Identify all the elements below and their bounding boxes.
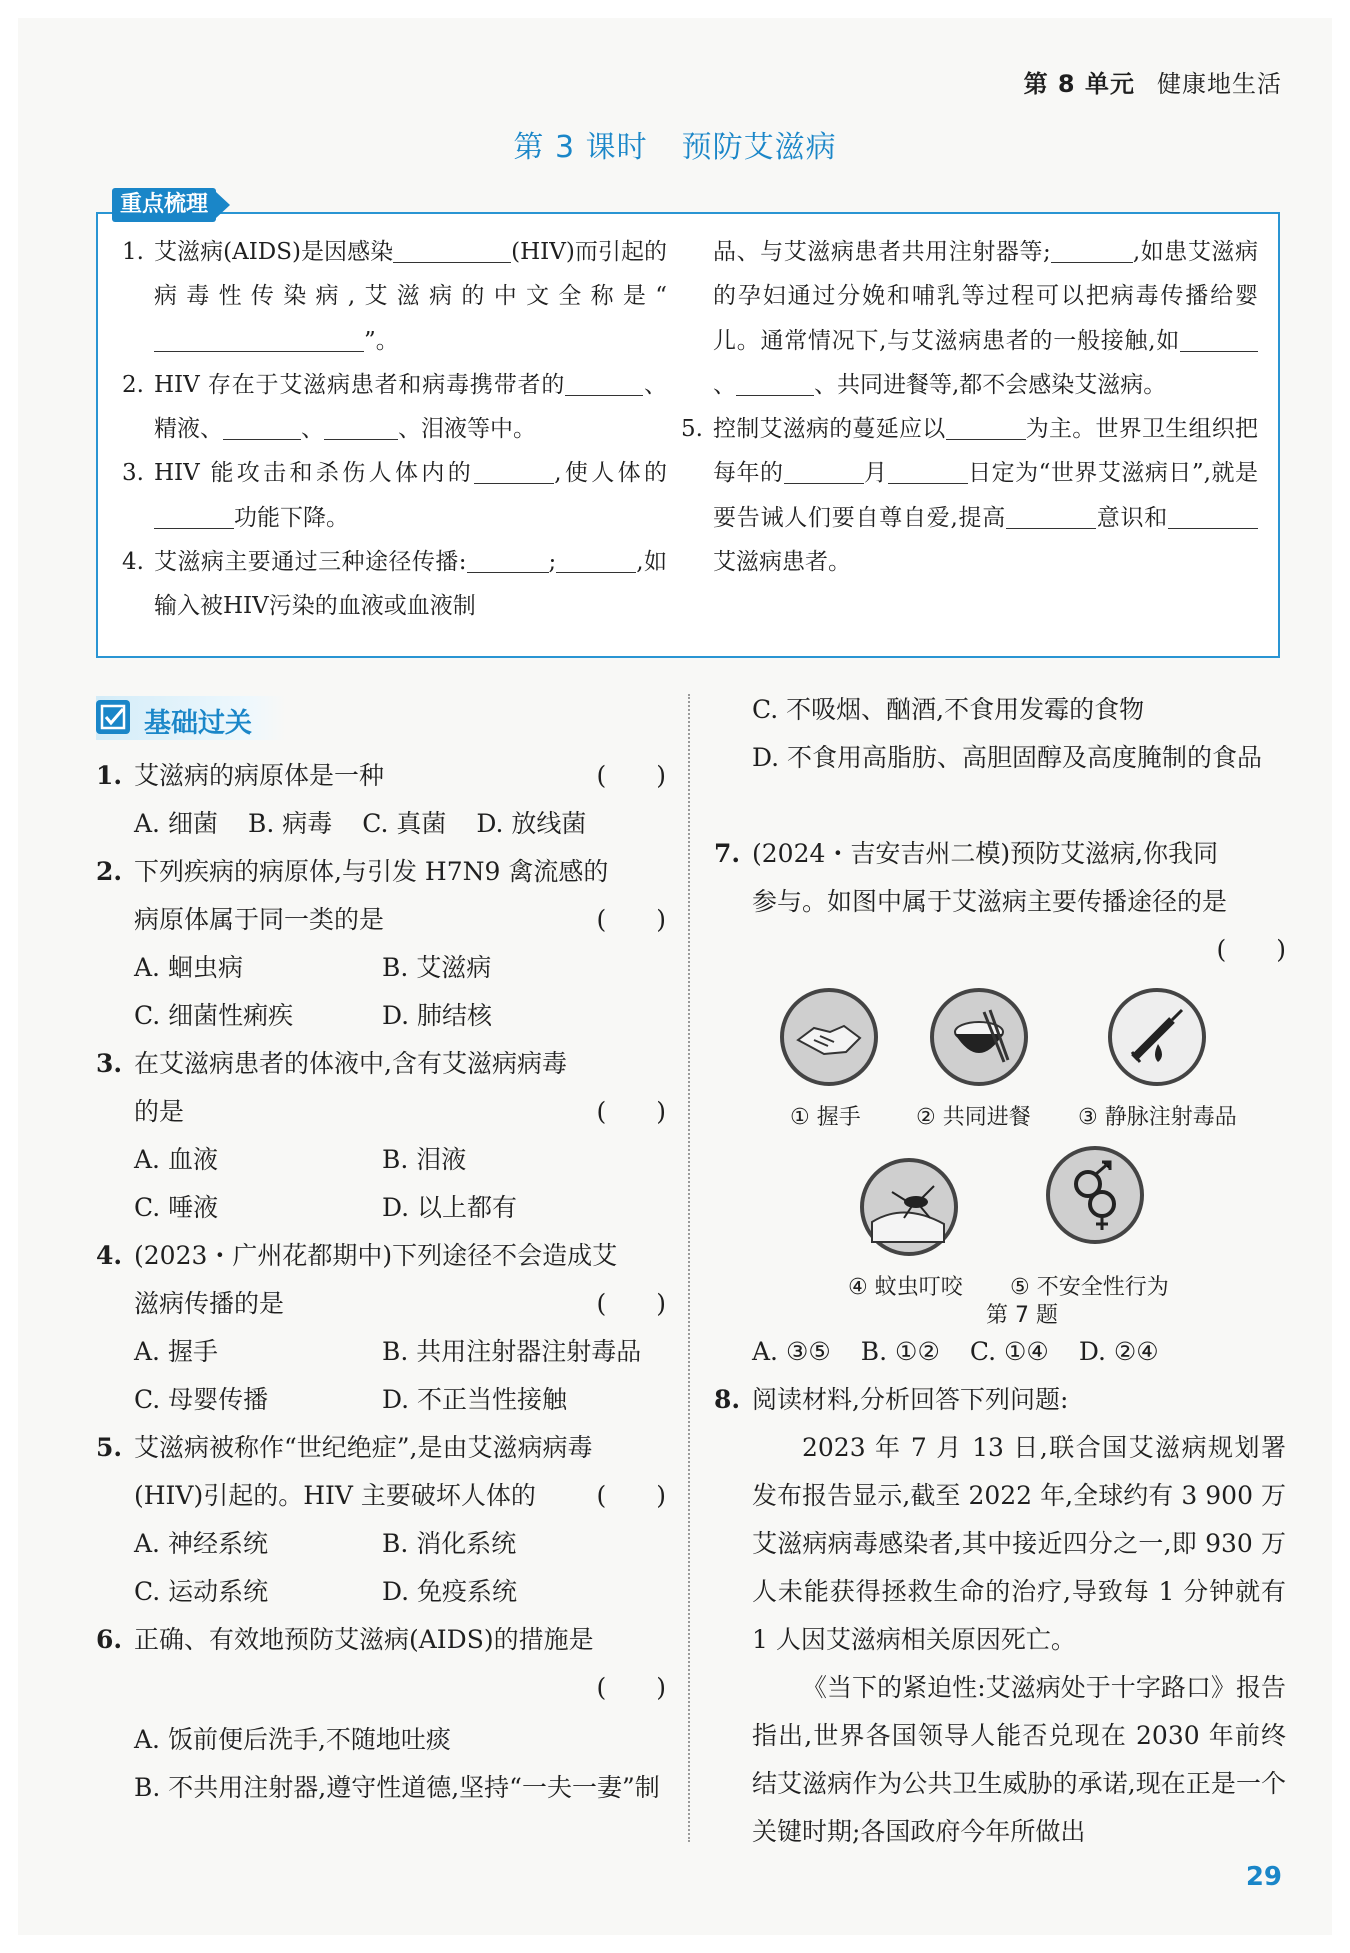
question-stem: (2023・广州花都期中)下列途径不会造成艾 (134, 1241, 618, 1270)
fill-blank[interactable] (784, 459, 864, 484)
option-c[interactable]: C. 运动系统 (134, 1577, 269, 1606)
fill-blank[interactable] (946, 415, 1026, 440)
option-d[interactable]: D. 免疫系统 (382, 1577, 518, 1606)
figure-caption-3: ③ 静脉注射毒品 (1078, 1105, 1237, 1130)
answer-paren[interactable]: ( ) (596, 761, 666, 790)
answer-paren[interactable]: ( ) (596, 1289, 666, 1318)
answer-paren[interactable]: ( ) (596, 1481, 666, 1510)
option-b[interactable]: B. 艾滋病 (382, 953, 492, 982)
key-point-5: 5. 控制艾滋病的蔓延应以 为主。世界卫生组织把每年的 月 日定为“世界艾滋病日”,就是要告诫人们要自尊自爱,提高 意识和艾滋病患者。 (681, 416, 1259, 576)
key-point-2: 2. HIV 存在于艾滋病患者和病毒携带者的 、精液、 、 、泪液等中。 (122, 371, 667, 443)
option-a[interactable]: A. 蛔虫病 (134, 953, 243, 982)
answer-paren[interactable]: ( ) (596, 905, 666, 934)
lesson-name: 预防艾滋病 (681, 130, 837, 165)
question-stem: 在艾滋病患者的体液中,含有艾滋病病毒 (134, 1049, 567, 1078)
option-a[interactable]: A. 细菌 (134, 809, 218, 838)
option-c[interactable]: C. 唾液 (134, 1193, 219, 1222)
figure-title: 第 7 题 (986, 1303, 1058, 1328)
question-stem: 正确、有效地预防艾滋病(AIDS)的措施是 (134, 1625, 594, 1654)
option-a[interactable]: A. 神经系统 (134, 1529, 268, 1558)
option-c[interactable]: C. 不吸烟、酗酒,不食用发霉的食物 (752, 695, 1145, 724)
key-point-3: 3. HIV 能攻击和杀伤人体内的 ,使人体的功能下降。 (122, 460, 667, 531)
key-point-4-continued: 品、与艾滋病患者共用注射器等; ,如患艾滋病的孕妇通过分娩和哺乳等过程可以把病毒传播给婴儿。通常情况下,与艾滋病患者的一般接触,如、 、共同进餐等,都不会感染艾滋病。 (713, 239, 1259, 398)
unit-number: 第 8 单元 (1023, 70, 1135, 98)
syringe-icon (1108, 988, 1206, 1086)
fill-blank[interactable] (1180, 327, 1258, 352)
figure-caption-4: ④ 蚊虫叮咬 (848, 1275, 963, 1300)
option-b[interactable]: B. 共用注射器注射毒品 (382, 1337, 642, 1366)
reading-paragraph-1: 2023 年 7 月 13 日,联合国艾滋病规划署发布报告显示,截至 2022 年,全球约有 3 900 万艾滋病病毒感染者,其中接近四分之一,即 930 万人未能获得拯救生命的治疗,导致每 1 分钟就有 1 人因艾滋病相关原因死亡。 (752, 1433, 1286, 1654)
question-stem: 下列疾病的病原体,与引发 H7N9 禽流感的 (134, 857, 609, 886)
unit-title: 健康地生活 (1157, 70, 1282, 98)
key-point-1: 1. 艾滋病(AIDS)是因感染 (HIV)而引起的病毒性传染病,艾滋病的中文全称是“”。 (122, 239, 667, 354)
lesson-number: 第 3 课时 (513, 130, 648, 165)
fill-blank[interactable] (223, 415, 301, 440)
handshake-icon (780, 988, 878, 1086)
option-d[interactable]: D. 放线菌 (476, 809, 587, 838)
basic-section-label: 基础过关 (144, 708, 252, 739)
question-5: 5. 艾滋病被称作“世纪绝症”,是由艾滋病病毒 (HIV)引起的。HIV 主要破坏人体的 ( ) A. 神经系统 B. 消化系统 C. 运动系统 D. 免疫系统 (96, 1424, 666, 1616)
fill-blank[interactable] (154, 504, 234, 529)
column-divider (688, 694, 690, 1842)
question-stem: 艾滋病被称作“世纪绝症”,是由艾滋病病毒 (134, 1433, 593, 1462)
key-point-4: 4. 艾滋病主要通过三种途径传播: ; ,如输入被HIV污染的血液或血液制 (122, 549, 668, 620)
option-a[interactable]: A. 血液 (134, 1145, 218, 1174)
basic-section-tag (96, 696, 286, 740)
fill-blank[interactable] (467, 548, 549, 573)
question-3: 3. 在艾滋病患者的体液中,含有艾滋病病毒 的是 ( ) A. 血液 B. 泪液 C. 唾液 D. 以上都有 (96, 1040, 666, 1232)
options (96, 800, 666, 848)
option-c[interactable]: C. 细菌性痢疾 (134, 1001, 294, 1030)
option-a[interactable]: A. ③⑤ (752, 1337, 831, 1366)
question-stem: (2024・吉安吉州二模)预防艾滋病,你我同 (752, 839, 1219, 868)
option-d[interactable]: D. 以上都有 (382, 1193, 518, 1222)
question-stem-cont: 病原体属于同一类的是 (134, 905, 385, 934)
fill-blank[interactable] (324, 415, 398, 440)
fill-blank[interactable] (888, 459, 968, 484)
option-b[interactable]: B. 病毒 (247, 809, 333, 838)
question-stem: 艾滋病的病原体是一种 (134, 761, 385, 790)
option-c[interactable]: C. ①④ (969, 1337, 1049, 1366)
fill-blank[interactable] (393, 238, 511, 263)
fill-blank[interactable] (736, 371, 814, 396)
question-stem-cont: 参与。如图中属于艾滋病主要传播途径的是 (752, 887, 1228, 916)
question-7-figure (714, 980, 1286, 1330)
question-2: 2. 下列疾病的病原体,与引发 H7N9 禽流感的 病原体属于同一类的是 ( ) A. 蛔虫病 B. 艾滋病 C. 细菌性痢疾 D. 肺结核 (96, 848, 666, 1040)
option-b[interactable]: B. ①② (860, 1337, 940, 1366)
gender-symbols-icon (1046, 1146, 1144, 1244)
option-b[interactable]: B. 泪液 (382, 1145, 467, 1174)
question-4: 4. (2023・广州花都期中)下列途径不会造成艾 滋病传播的是 ( ) A. 握手 B. 共用注射器注射毒品 C. 母婴传播 D. 不正当性接触 (96, 1232, 666, 1424)
question-7-options (714, 1328, 1286, 1376)
figure-caption-1: ① 握手 (790, 1105, 861, 1130)
fill-blank[interactable] (556, 548, 636, 573)
fill-blank[interactable] (1168, 504, 1258, 529)
fill-blank[interactable] (565, 371, 643, 396)
page-number: 29 (1245, 1862, 1282, 1892)
option-a[interactable]: A. 饭前便后洗手,不随地吐痰 (134, 1725, 451, 1754)
key-points-box (96, 212, 1280, 658)
question-6: 6. 正确、有效地预防艾滋病(AIDS)的措施是 ( ) A. 饭前便后洗手,不随地吐痰 B. 不共用注射器,遵守性道德,坚持“一夫一妻”制 (96, 1616, 666, 1812)
key-points-tag: 重点梳理 (112, 188, 216, 222)
question-stem-cont: (HIV)引起的。HIV 主要破坏人体的 (134, 1481, 536, 1510)
mosquito-icon (860, 1158, 958, 1256)
rice-bowl-icon (930, 988, 1028, 1086)
option-b[interactable]: B. 不共用注射器,遵守性道德,坚持“一夫一妻”制 (134, 1773, 660, 1802)
answer-paren[interactable]: ( ) (596, 1673, 666, 1702)
option-c[interactable]: C. 真菌 (362, 809, 447, 838)
question-1: 1. 艾滋病的病原体是一种 ( ) A. 细菌 B. 病毒 C. 真菌 D. 放线菌 (96, 752, 666, 848)
fill-blank[interactable] (1006, 504, 1096, 529)
question-8: 8. 阅读材料,分析回答下列问题: 2023 年 7 月 13 日,联合国艾滋病规划署发布报告显示,截至 2022 年,全球约有 3 900 万艾滋病病毒感染者,其中接近四分之一,即 930 万人未能获得拯救生命的治疗,导致每 1 分钟就有 1 人因艾滋病相关原因死亡。 《当下的紧迫性:艾滋病处于十字路口》报告指出,世界各国领导人能否兑现在 2030 年前终结艾滋病作为公共卫生威胁的承诺,现在正是一个关键时期;各国政府今年所做出 (714, 1376, 1286, 1856)
key-points-left-column (122, 230, 667, 629)
fill-blank[interactable] (154, 327, 364, 352)
option-d[interactable]: D. ②④ (1078, 1337, 1159, 1366)
key-points-right-column (681, 230, 1259, 584)
question-6-continued (714, 686, 1286, 782)
option-b[interactable]: B. 消化系统 (382, 1529, 517, 1558)
option-d[interactable]: D. 不食用高脂肪、高胆固醇及高度腌制的食品 (752, 743, 1263, 772)
lesson-title (0, 122, 1350, 166)
question-stem-cont: 滋病传播的是 (134, 1289, 285, 1318)
option-d[interactable]: D. 肺结核 (382, 1001, 493, 1030)
option-c[interactable]: C. 母婴传播 (134, 1385, 269, 1414)
figure-caption-2: ② 共同进餐 (916, 1105, 1031, 1130)
question-7: 7. (2024・吉安吉州二模)预防艾滋病,你我同 参与。如图中属于艾滋病主要传播途径的是 ( ) (714, 830, 1286, 974)
fill-blank[interactable] (474, 459, 554, 484)
option-d[interactable]: D. 不正当性接触 (382, 1385, 568, 1414)
reading-paragraph-2: 《当下的紧迫性:艾滋病处于十字路口》报告指出,世界各国领导人能否兑现在 2030 年前终结艾滋病作为公共卫生威胁的承诺,现在正是一个关键时期;各国政府今年所做出 (752, 1673, 1286, 1846)
question-stem: 阅读材料,分析回答下列问题: (752, 1385, 1069, 1414)
fill-blank[interactable] (1051, 238, 1133, 263)
answer-paren[interactable]: ( ) (596, 1097, 666, 1126)
answer-paren[interactable]: ( ) (1216, 935, 1286, 964)
figure-caption-5: ⑤ 不安全性行为 (1010, 1275, 1169, 1300)
unit-header (1024, 64, 1282, 99)
question-stem-cont: 的是 (134, 1097, 185, 1126)
option-a[interactable]: A. 握手 (134, 1337, 218, 1366)
checkmark-icon (96, 700, 130, 734)
